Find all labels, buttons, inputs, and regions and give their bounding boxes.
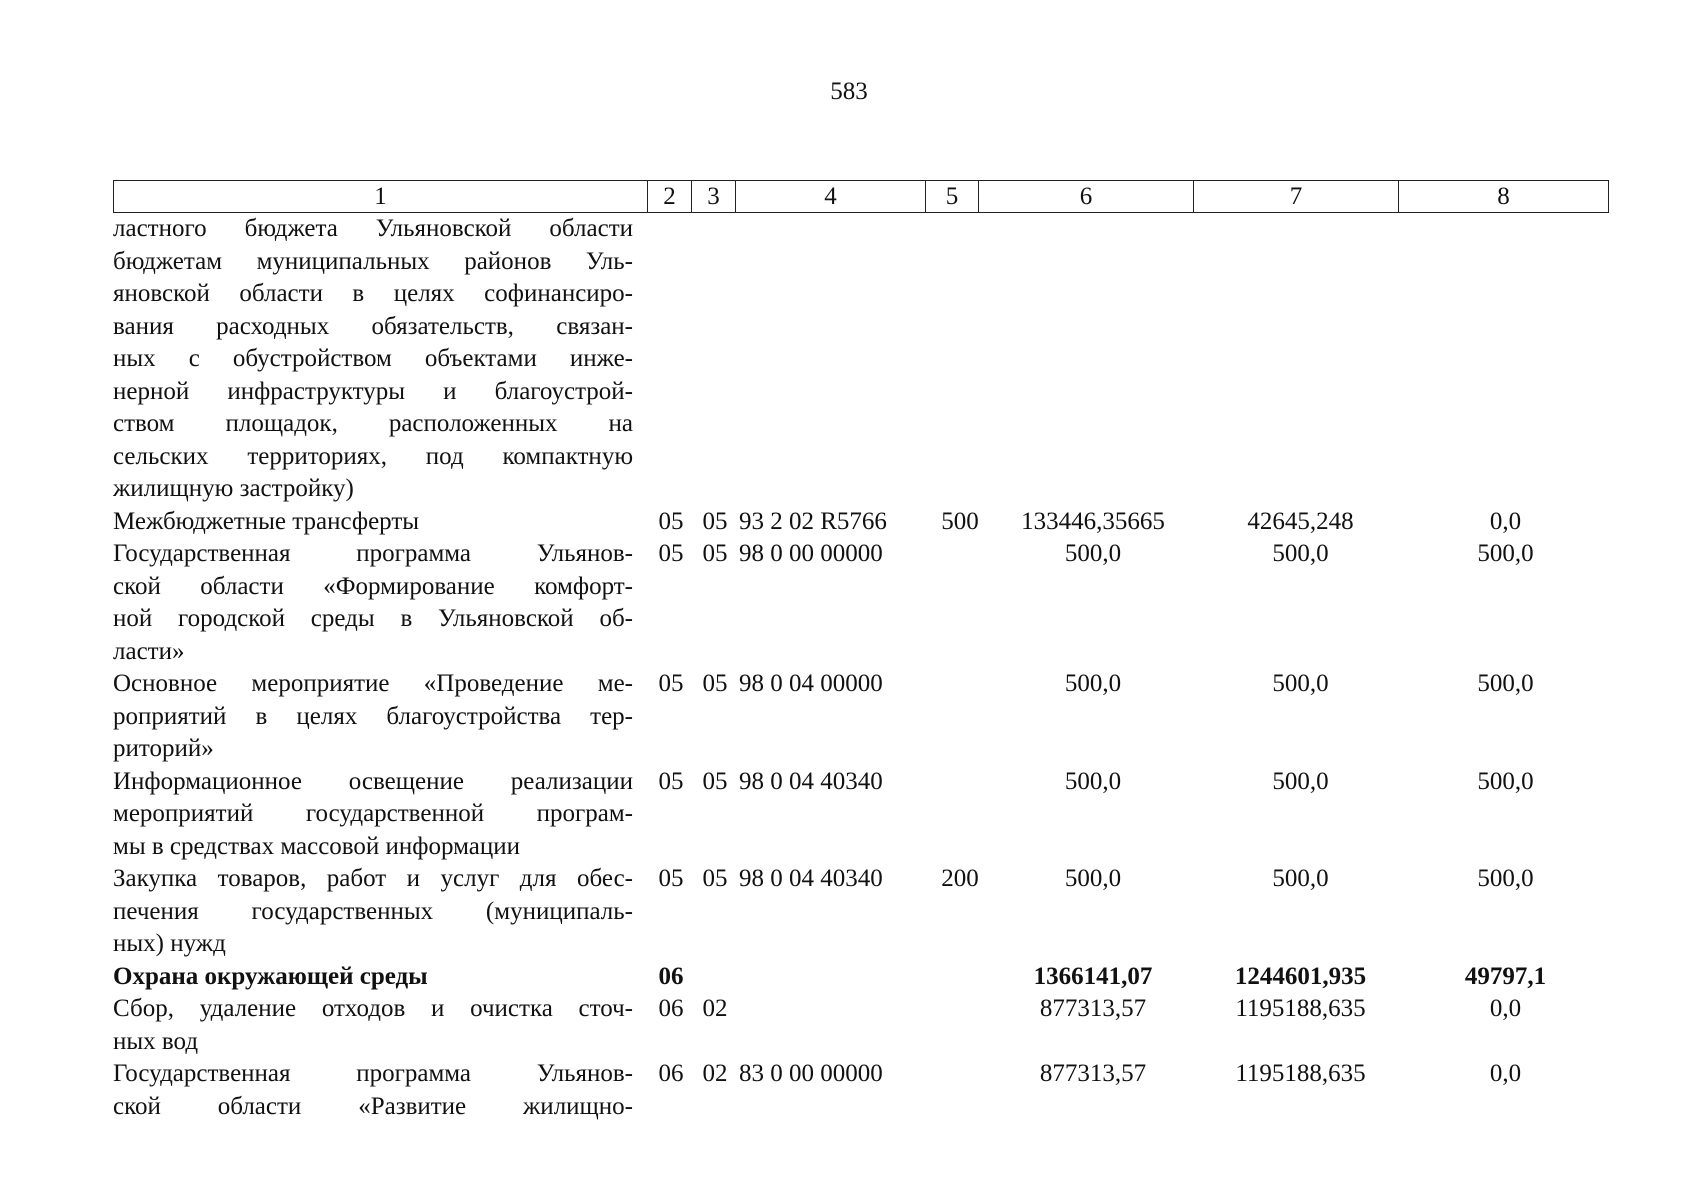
description-line: ной городской среды в Ульяновской об- bbox=[113, 605, 633, 632]
target-article-code: 98 0 04 40340 bbox=[739, 865, 883, 892]
amount-col-8: 0,0 bbox=[1489, 995, 1522, 1022]
description-line: ласти» bbox=[113, 637, 185, 665]
description-line: Государственная программа Ульянов- bbox=[113, 540, 633, 567]
amount-col-7: 500,0 bbox=[1272, 540, 1329, 567]
description-line: ных с обустройством объектами инже- bbox=[113, 345, 633, 372]
section-code: 06 bbox=[658, 1060, 684, 1087]
column-header-6: 6 bbox=[979, 181, 1194, 213]
section-code: 05 bbox=[658, 865, 684, 892]
amount-col-7: 42645,248 bbox=[1247, 507, 1354, 535]
amount-col-8: 500,0 bbox=[1477, 670, 1534, 697]
description-line: жилищную застройку) bbox=[113, 475, 354, 502]
column-header-4: 4 bbox=[736, 181, 926, 213]
column-header-7: 7 bbox=[1194, 181, 1399, 213]
row-description bbox=[113, 668, 633, 766]
description-line: нерной инфраструктуры и благоустрой- bbox=[113, 377, 633, 405]
table-row bbox=[113, 213, 1608, 506]
amount-col-6: 133446,35665 bbox=[1021, 507, 1165, 535]
target-article-code: 83 0 00 00000 bbox=[739, 1060, 883, 1087]
description-line: ством площадок, расположенных на bbox=[113, 410, 633, 437]
description-line: мероприятий государственной програм- bbox=[113, 800, 633, 827]
description-line: вания расходных обязательств, связан- bbox=[113, 312, 633, 340]
table-row bbox=[113, 961, 1608, 994]
amount-col-6: 500,0 bbox=[1064, 865, 1122, 892]
column-header-8: 8 bbox=[1399, 181, 1609, 213]
column-header-table bbox=[113, 180, 1609, 213]
target-article-code: 98 0 04 00000 bbox=[739, 670, 883, 697]
subsection-code: 05 bbox=[702, 507, 728, 535]
expense-type-code: 500 bbox=[941, 507, 979, 535]
amount-col-7: 500,0 bbox=[1272, 767, 1329, 795]
table-row bbox=[113, 993, 1608, 1058]
description-line: ской области «Развитие жилищно- bbox=[113, 1092, 633, 1120]
amount-col-8: 49797,1 bbox=[1464, 962, 1547, 990]
table-row bbox=[113, 1058, 1608, 1123]
description-line: роприятий в целях благоустройства тер- bbox=[113, 702, 633, 730]
column-header-3: 3 bbox=[692, 181, 736, 213]
subsection-code: 02 bbox=[702, 1060, 728, 1087]
subsection-code: 05 bbox=[702, 767, 728, 795]
expense-type-code: 200 bbox=[941, 865, 979, 892]
amount-col-8: 500,0 bbox=[1477, 540, 1534, 567]
description-line: ных) нужд bbox=[113, 930, 226, 957]
column-header-5: 5 bbox=[926, 181, 979, 213]
amount-col-6: 877313,57 bbox=[1039, 1060, 1147, 1087]
subsection-code: 02 bbox=[702, 995, 728, 1022]
description-line: ской области «Формирование комфорт- bbox=[113, 572, 633, 600]
section-code: 06 bbox=[658, 962, 684, 990]
page-number: 583 bbox=[830, 78, 868, 105]
table-row bbox=[113, 863, 1608, 961]
amount-col-6: 1366141,07 bbox=[1033, 962, 1153, 990]
description-line: ных вод bbox=[113, 1027, 199, 1055]
description-line: печения государственных (муниципаль- bbox=[113, 897, 633, 925]
subsection-code: 05 bbox=[702, 865, 728, 892]
column-header-1: 1 bbox=[114, 181, 648, 213]
table-row bbox=[113, 538, 1608, 668]
description-line: яновской области в целях софинансиро- bbox=[113, 280, 633, 307]
description-line: Основное мероприятие «Проведение ме- bbox=[113, 670, 633, 697]
description-line: ластного бюджета Ульяновской области bbox=[113, 215, 633, 242]
description-line: Закупка товаров, работ и услуг для обес- bbox=[113, 865, 633, 892]
section-code: 05 bbox=[658, 670, 684, 697]
row-description bbox=[113, 506, 633, 539]
amount-col-8: 0,0 bbox=[1489, 1060, 1522, 1087]
description-line: риторий» bbox=[113, 735, 214, 762]
description-line: Государственная программа Ульянов- bbox=[113, 1060, 633, 1087]
row-description bbox=[113, 993, 633, 1058]
row-description bbox=[113, 863, 633, 961]
amount-col-7: 500,0 bbox=[1272, 670, 1329, 697]
row-description bbox=[113, 961, 633, 994]
amount-col-7: 1195188,635 bbox=[1235, 995, 1366, 1022]
description-line: Информационное освещение реализации bbox=[113, 767, 633, 795]
description-line: Сбор, удаление отходов и очистка сточ- bbox=[113, 995, 633, 1022]
row-description bbox=[113, 766, 633, 864]
row-description bbox=[113, 213, 633, 506]
description-line: Межбюджетные трансферты bbox=[113, 507, 420, 535]
table-row bbox=[113, 506, 1608, 539]
row-description bbox=[113, 1058, 633, 1123]
table-row bbox=[113, 668, 1608, 766]
description-line: бюджетам муниципальных районов Уль- bbox=[113, 247, 633, 275]
section-code: 05 bbox=[658, 767, 684, 795]
target-article-code: 98 0 04 40340 bbox=[739, 767, 883, 795]
target-article-code: 98 0 00 00000 bbox=[739, 540, 883, 567]
description-line: Охрана окружающей среды bbox=[113, 962, 428, 990]
amount-col-8: 0,0 bbox=[1489, 507, 1522, 535]
amount-col-8: 500,0 bbox=[1477, 865, 1534, 892]
subsection-code: 05 bbox=[702, 540, 728, 567]
target-article-code: 93 2 02 R5766 bbox=[739, 507, 887, 535]
amount-col-7: 500,0 bbox=[1272, 865, 1329, 892]
description-line: сельских территориях, под компактную bbox=[113, 442, 633, 470]
section-code: 05 bbox=[658, 507, 684, 535]
amount-col-6: 500,0 bbox=[1064, 540, 1122, 567]
row-description bbox=[113, 538, 633, 668]
section-code: 05 bbox=[658, 540, 684, 567]
budget-table-body bbox=[113, 213, 1608, 1123]
column-header-row bbox=[114, 181, 1609, 213]
amount-col-6: 500,0 bbox=[1064, 767, 1122, 795]
amount-col-8: 500,0 bbox=[1477, 767, 1534, 795]
amount-col-6: 500,0 bbox=[1064, 670, 1122, 697]
table-row bbox=[113, 766, 1608, 864]
subsection-code: 05 bbox=[702, 670, 728, 697]
amount-col-6: 877313,57 bbox=[1039, 995, 1147, 1022]
section-code: 06 bbox=[658, 995, 684, 1022]
description-line: мы в средствах массовой информации bbox=[113, 832, 521, 860]
amount-col-7: 1195188,635 bbox=[1235, 1060, 1366, 1087]
column-header-2: 2 bbox=[648, 181, 692, 213]
amount-col-7: 1244601,935 bbox=[1234, 962, 1367, 990]
